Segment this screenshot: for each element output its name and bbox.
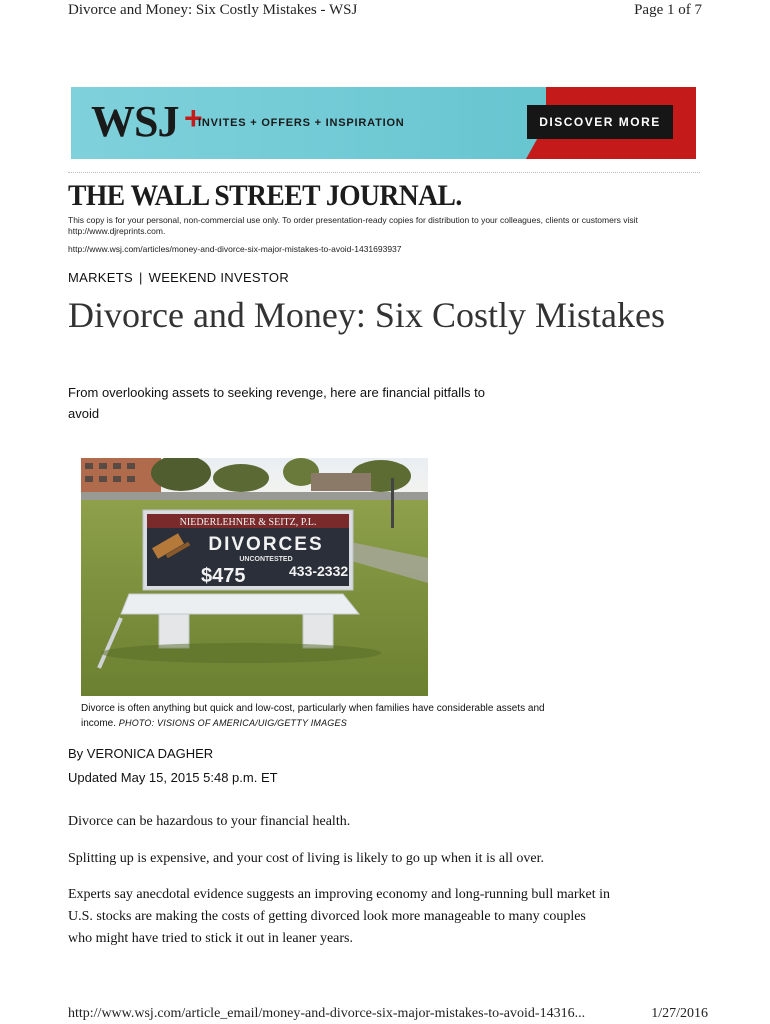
banner-tagline: INVITES + OFFERS + INSPIRATION (198, 117, 405, 129)
article-dek: From overlooking assets to seeking revenge, here are financial pitfalls to avoid (68, 385, 485, 421)
article-url[interactable]: http://www.wsj.com/articles/money-and-divorce-six-major-mistakes-to-avoid-1431693937 (68, 244, 402, 254)
reprint-notice: This copy is for your personal, non-commercial use only. To order presentation-ready copies for distribution to your colleagues, clients or customers visit http://www.djreprints.com. (68, 215, 638, 236)
body-paragraph: Experts say anecdotal evidence suggests an improving economy and long-running bull market in U.S. stocks are making the costs of getting divorced look more manageable to many couples who might have tried to stick it out in leaner years. (68, 887, 610, 946)
print-header (0, 0, 770, 22)
photo-illustration (81, 458, 428, 696)
ad-banner[interactable] (71, 87, 696, 159)
article-photo (81, 458, 428, 696)
section-label (68, 270, 289, 285)
section-separator: | (138, 270, 143, 285)
banner-logo: WSJ (91, 97, 179, 146)
body-paragraph: Splitting up is expensive, and your cost of living is likely to go up when it is all over. (68, 851, 544, 866)
sign-sub: UNCONTESTED (239, 556, 293, 563)
print-footer-date: 1/27/2016 (651, 1006, 708, 1021)
caption-text: Divorce is often anything but quick and low-cost, particularly when families have considerable assets and income. (81, 703, 545, 729)
print-footer-url: http://www.wsj.com/article_email/money-and-divorce-six-major-mistakes-to-avoid-14316... (68, 1006, 586, 1021)
print-header-page: Page 1 of 7 (634, 2, 702, 18)
article-headline: Divorce and Money: Six Costly Mistakes (68, 295, 665, 335)
banner-plus-icon: + (184, 100, 203, 136)
print-footer (68, 1006, 708, 1022)
section-primary[interactable]: MARKETS (68, 270, 133, 285)
discover-more-button[interactable]: DISCOVER MORE (527, 105, 673, 139)
sign-price: $475 (201, 565, 246, 587)
caption-credit: PHOTO: VISIONS OF AMERICA/UIG/GETTY IMAGES (118, 718, 347, 728)
updated-timestamp: Updated May 15, 2015 5:48 p.m. ET (68, 770, 278, 785)
sign-firm: NIEDERLEHNER & SEITZ, P.L. (179, 517, 317, 528)
byline[interactable]: By VERONICA DAGHER (68, 746, 214, 761)
sign-title: DIVORCES (208, 534, 324, 555)
sign-phone: 433-2332 (289, 563, 349, 579)
print-header-title: Divorce and Money: Six Costly Mistakes - WSJ (68, 2, 358, 18)
section-secondary[interactable]: WEEKEND INVESTOR (148, 270, 290, 285)
divider (68, 172, 700, 173)
masthead-logo: THE WALL STREET JOURNAL. (68, 179, 462, 212)
photo-caption (81, 702, 581, 731)
body-paragraph: Divorce can be hazardous to your financial health. (68, 814, 351, 829)
